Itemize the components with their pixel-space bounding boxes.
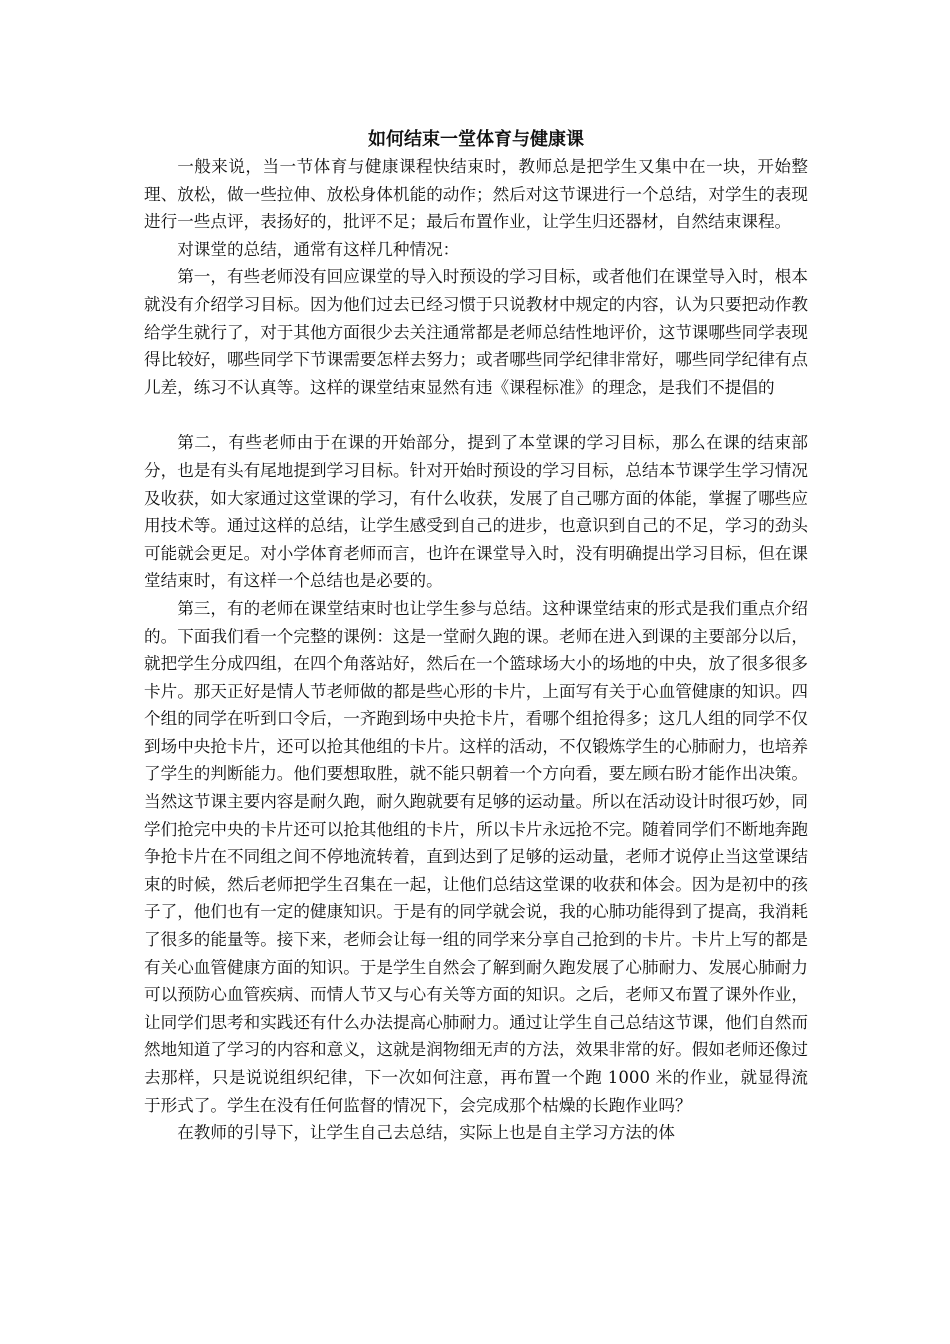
document-body bbox=[144, 127, 808, 1147]
paragraph-conclusion: 在教师的引导下，让学生自己去总结，实际上也是自主学习方法的体 bbox=[177, 1123, 675, 1143]
blank-line bbox=[144, 401, 808, 429]
paragraph-first-case: 第一，有些老师没有回应课堂的导入时预设的学习目标，或者他们在课堂导入时，根本就没有介绍学习目标。因为他们过去已经习惯于只说教材中规定的内容，认为只要把动作教给学生就行了，对于其他方面很少去关注通常都是老师总结性地评价，这节课哪些同学表现得比较好，哪些同学下节课需要怎样去努力；或者哪些同学纪律非常好，哪些同学纪律有点儿差，练习不认真等。这样的课堂结束显然有违《课程标准》的理念，是我们不提倡的 bbox=[144, 267, 808, 397]
paragraph-intro: 一般来说，当一节体育与健康课程快结束时，教师总是把学生又集中在一块，开始整理、放松，做一些拉伸、放松身体机能的动作；然后对这节课进行一个总结，对学生的表现进行一些点评，表扬好的，批评不足；最后布置作业，让学生归还器材，自然结束课程。 bbox=[144, 157, 808, 232]
paragraph-summary-types: 对课堂的总结，通常有这样几种情况： bbox=[177, 239, 460, 259]
document-title: 如何结束一堂体育与健康课 bbox=[368, 129, 584, 150]
paragraph-third-case: 第三，有的老师在课堂结束时也让学生参与总结。这种课堂结束的形式是我们重点介绍的。下面我们看一个完整的课例：这是一堂耐久跑的课。老师在进入到课的主要部分以后，就把学生分成四组，在四个角落站好，然后在一个篮球场大小的场地的中央，放了很多很多卡片。那天正好是情人节老师做的都是些心形的卡片，上面写有关于心血管健康的知识。四个组的同学在听到口令后，一齐跑到场中央抢卡片，看哪个组抢得多；这几人组的同学不仅到场中央抢卡片，还可以抢其他组的卡片。这样的活动，不仅锻炼学生的心肺耐力，也培养了学生的判断能力。他们要想取胜，就不能只朝着一个方向看，要左顾右盼才能作出决策。当然这节课主要内容是耐久跑，耐久跑就要有足够的运动量。所以在活动设计时很巧妙，同学们抢完中央的卡片还可以抢其他组的卡片，所以卡片永远抢不完。随着同学们不断地奔跑争抢卡片在不同组之间不停地流转着，直到达到了足够的运动量，老师才说停止当这堂课结束的时候，然后老师把学生召集在一起，让他们总结这堂课的收获和体会。因为是初中的孩子了，他们也有一定的健康知识。于是有的同学就会说，我的心肺功能得到了提高，我消耗了很多的能量等。接下来，老师会让每一组的同学来分享自己抢到的卡片。卡片上写的都是有关心血管健康方面的知识。于是学生自然会了解到耐久跑发展了心肺耐力、发展心肺耐力可以预防心血管疾病、而情人节又与心有关等方面的知识。之后，老师又布置了课外作业，让同学们思考和实践还有什么办法提高心肺耐力。通过让学生自己总结这节课，他们自然而然地知道了学习的内容和意义，这就是润物细无声的方法，效果非常的好。假如老师还像过去那样，只是说说组织纪律，下一次如何注意，再布置一个跑 1000 米的作业，就显得流于形式了。学生在没有任何监督的情况下，会完成那个枯燥的长跑作业吗？ bbox=[144, 598, 808, 1115]
paragraph-second-case: 第二，有些老师由于在课的开始部分，提到了本堂课的学习目标，那么在课的结束部分，也是有头有尾地提到学习目标。针对开始时预设的学习目标，总结本节课学生学习情况及收获，如大家通过这堂课的学习，有什么收获，发展了自己哪方面的体能，掌握了哪些应用技术等。通过这样的总结，让学生感受到自己的进步，也意识到自己的不足，学习的劲头可能就会更足。对小学体育老师而言，也许在课堂导入时，没有明确提出学习目标，但在课堂结束时，有这样一个总结也是必要的。 bbox=[144, 433, 808, 591]
